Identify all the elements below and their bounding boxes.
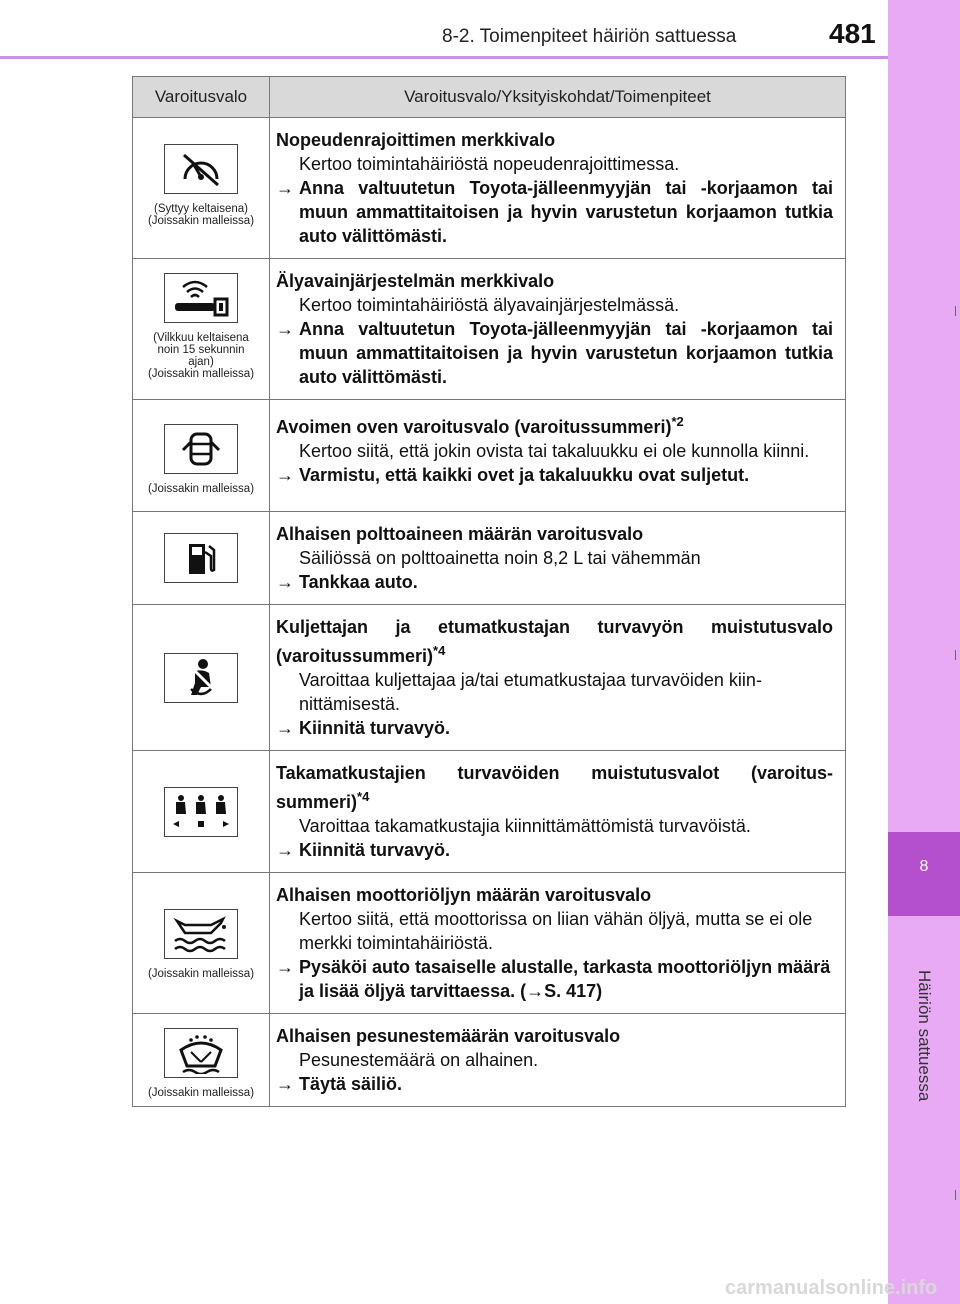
row-action: → Täytä säiliö.	[276, 1074, 403, 1094]
row-body: Kertoo toimintahäiriöstä älyavainjärjestelmässä.	[299, 295, 680, 315]
table-row	[133, 512, 846, 605]
table-row	[133, 751, 846, 873]
arrow-icon: →	[276, 572, 294, 592]
table-row	[133, 400, 846, 512]
col-header-light: Varoitusvalo	[133, 77, 270, 118]
arrow-icon: →	[276, 319, 294, 339]
watermark: carmanualsonline.info	[725, 1277, 938, 1299]
row-body: Varoittaa kuljettajaa ja/tai etumatkustajaa turvavöiden kiinnittämisestä.	[299, 670, 762, 714]
open-door-icon	[164, 424, 238, 474]
arrow-icon: →	[276, 840, 294, 860]
icon-note: (Joissakin malleissa)	[147, 483, 255, 495]
table-row	[133, 605, 846, 751]
seatbelt-icon	[164, 653, 238, 703]
icon-note: (Syttyy keltaisena) (Joissakin malleissa)	[147, 203, 255, 227]
section-title: 8-2. Toimenpiteet häiriön sattuessa	[442, 26, 737, 47]
table-row	[133, 259, 846, 400]
row-title: Älyavainjärjestelmän merkkivalo	[276, 271, 555, 291]
table-header-row	[133, 77, 846, 118]
row-body: Kertoo siitä, että jokin ovista tai takaluukku ei ole kunnolla kiinni.	[299, 441, 810, 461]
row-title: Kuljettajan ja etumatkustajan turvavyön muistutusvalo (varoitussummeri)$^{*4}$	[276, 617, 833, 666]
row-action: → Varmistu, että kaikki ovet ja takaluukku ovat suljetut.	[276, 465, 750, 485]
arrow-icon: →	[276, 465, 294, 485]
row-body: Varoittaa takamatkustajia kiinnittämättömistä turvavöistä.	[299, 816, 751, 836]
arrow-icon: →	[276, 178, 294, 198]
row-title: Alhaisen pesunestemäärän varoitusvalo	[276, 1026, 621, 1046]
table-row	[133, 118, 846, 259]
rear-seatbelt-icon	[164, 787, 238, 837]
page-number: 481	[829, 18, 876, 49]
row-action: → Tankkaa auto.	[276, 572, 418, 592]
row-action: → Kiinnitä turvavyö.	[276, 840, 451, 860]
row-title: Avoimen oven varoitusvalo (varoitussummeri)$^{*2}$	[276, 414, 684, 437]
row-body: Säiliössä on polttoainetta noin 8,2 L tai vähemmän	[299, 548, 701, 568]
row-title: Alhaisen polttoaineen määrän varoitusvalo	[276, 524, 644, 544]
header-rule	[0, 56, 888, 59]
row-action: → Kiinnitä turvavyö.	[276, 718, 451, 738]
row-body: Kertoo siitä, että moottorissa on liian vähän öljyä, mutta se ei ole merkki toimintahäiriöstä.	[299, 909, 813, 953]
edge-tick	[955, 306, 956, 316]
chapter-number: 8	[919, 858, 929, 875]
icon-note: (Vilkkuu keltaisena noin 15 sekunnin ajan) (Joissakin malleissa)	[147, 332, 255, 380]
edge-tick	[955, 650, 956, 660]
warning-light-table	[132, 76, 846, 1107]
smart-key-icon	[164, 273, 238, 323]
row-action: → Pysäköi auto tasaiselle alustalle, tarkasta moottoriöljyn määrä ja lisää öljyä tarvittaessa. (→S. 417)	[276, 957, 831, 1001]
icon-note: (Joissakin malleissa)	[147, 968, 255, 980]
fuel-pump-icon	[164, 533, 238, 583]
row-title: Takamatkustajien turvavöiden muistutusvalot (varoitussummeri)$^{*4}$	[276, 763, 833, 812]
chapter-title: Häiriön sattuessa	[915, 970, 934, 1102]
edge-tick	[955, 1190, 956, 1200]
icon-note: (Joissakin malleissa)	[147, 1087, 255, 1099]
arrow-icon: →	[276, 1074, 294, 1094]
row-title: Nopeudenrajoittimen merkkivalo	[276, 130, 556, 150]
table-row	[133, 1014, 846, 1107]
table-row	[133, 873, 846, 1014]
row-action: → Anna valtuutetun Toyota-jälleenmyyjän tai -korjaamon tai muun ammattitaitoisen ja hyvin varustetun korjaamon tutkia auto välittömästi.	[276, 319, 833, 387]
arrow-icon: →	[276, 718, 294, 738]
speed-limiter-icon	[164, 144, 238, 194]
arrow-icon: →	[276, 957, 294, 977]
row-body: Pesunestemäärä on alhainen.	[299, 1050, 539, 1070]
side-tab	[888, 0, 960, 1304]
row-action: → Anna valtuutetun Toyota-jälleenmyyjän tai -korjaamon tai muun ammattitaitoisen ja hyvin varustetun korjaamon tutkia auto välittömästi.	[276, 178, 833, 246]
washer-fluid-icon	[164, 1028, 238, 1078]
row-title: Alhaisen moottoriöljyn määrän varoitusvalo	[276, 885, 652, 905]
oil-level-icon	[164, 909, 238, 959]
row-body: Kertoo toimintahäiriöstä nopeudenrajoittimessa.	[299, 154, 680, 174]
col-header-details: Varoitusvalo/Yksityiskohdat/Toimenpiteet	[270, 77, 846, 118]
